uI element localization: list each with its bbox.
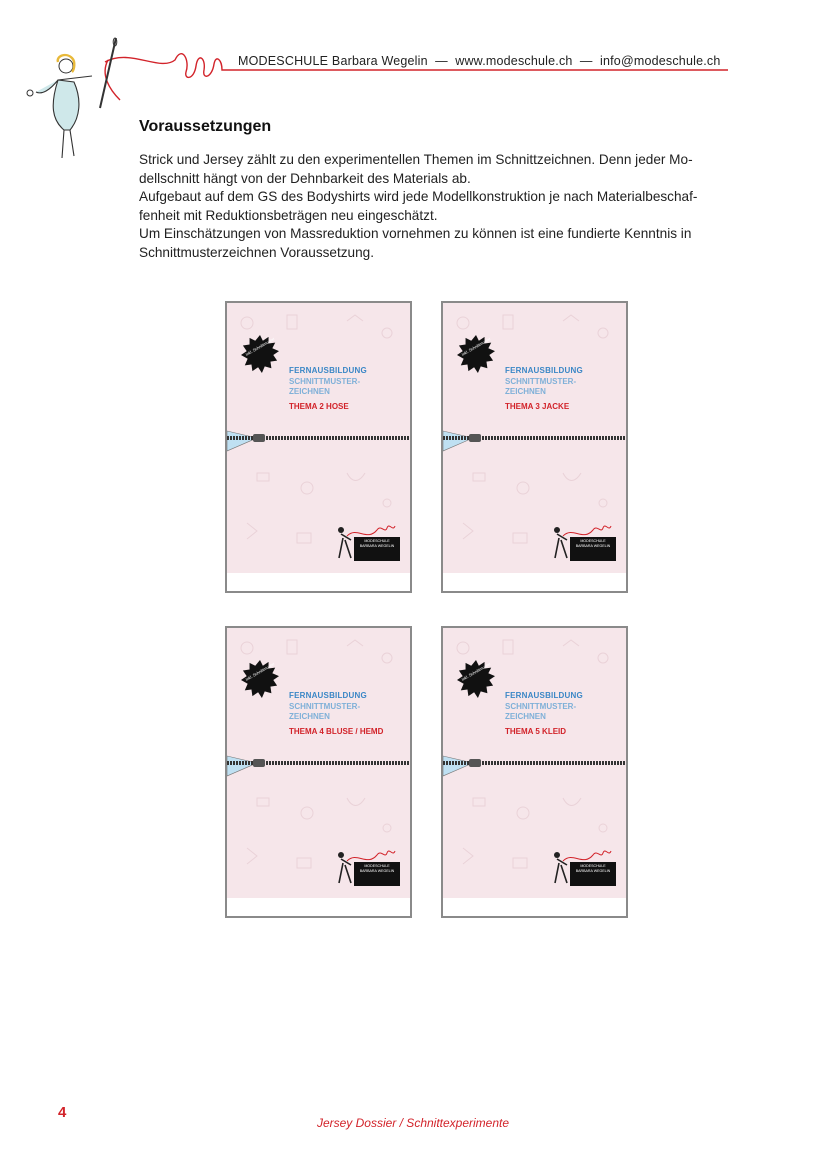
cover-logo-line-1: MODESCHULE <box>364 539 390 543</box>
cover-logo-line-1: MODESCHULE <box>580 864 606 868</box>
cover-title: FERNAUSBILDUNG <box>289 366 367 375</box>
cover-thema-2-hose[interactable] <box>225 301 412 593</box>
header-school: MODESCHULE <box>238 54 329 68</box>
cover-thema-3-jacke[interactable] <box>441 301 628 593</box>
cover-badge-text: inkl. Schnittmuster <box>244 336 276 357</box>
cover-sheet <box>443 303 626 573</box>
cover-logo-line-2: BARBARA WEGELIN <box>359 868 395 873</box>
cover-badge-text: inkl. Schnittmuster <box>460 661 492 682</box>
header-separator-2: — <box>579 54 593 68</box>
cover-logo-line-2: BARBARA WEGELIN <box>359 543 395 548</box>
zipper-graphic <box>227 748 410 778</box>
section-heading: Voraussetzungen <box>139 118 272 135</box>
cover-logo-line-1: MODESCHULE <box>364 864 390 868</box>
cover-theme: THEMA 4 BLUSE / HEMD <box>289 727 384 736</box>
cover-subtitle: SCHNITTMUSTER-ZEICHNEN <box>289 377 361 396</box>
cover-sheet <box>227 628 410 898</box>
cover-badge-text: inkl. Schnittmuster <box>244 661 276 682</box>
zipper-graphic <box>227 423 410 453</box>
cover-logo-box <box>354 537 400 561</box>
cover-logo-line-2: BARBARA WEGELIN <box>575 868 611 873</box>
cover-theme: THEMA 5 KLEID <box>505 727 567 736</box>
cover-theme: THEMA 2 HOSE <box>289 402 349 411</box>
cover-sheet <box>227 303 410 573</box>
cover-logo-line-2: BARBARA WEGELIN <box>575 543 611 548</box>
cover-title: FERNAUSBILDUNG <box>505 366 583 375</box>
needle-icon <box>100 38 116 108</box>
figure-body <box>36 76 92 130</box>
header-website-link[interactable]: www.modeschule.ch <box>455 54 573 68</box>
cover-title: FERNAUSBILDUNG <box>505 691 583 700</box>
cover-logo-box <box>570 537 616 561</box>
zipper-graphic <box>443 748 626 778</box>
cover-thema-5-kleid[interactable] <box>441 626 628 918</box>
cover-thema-4-bluse-hemd[interactable] <box>225 626 412 918</box>
header-logo-illustration <box>0 0 826 170</box>
intro-paragraph-3: Um Einschätzungen von Massreduktion vornehmen zu können ist eine fundierte Kenntnis in Schnittmusterzeichnen Voraussetzung. <box>139 226 692 260</box>
header-separator-1: — <box>435 54 448 68</box>
cover-sheet <box>443 628 626 898</box>
header-owner: Barbara Wegelin <box>331 54 428 68</box>
cover-subtitle: SCHNITTMUSTER-ZEICHNEN <box>289 702 361 721</box>
cover-badge-text: inkl. Schnittmuster <box>460 336 492 357</box>
cover-logo-box <box>354 862 400 886</box>
cover-logo-box <box>570 862 616 886</box>
intro-text <box>139 151 731 263</box>
intro-paragraph-1: Strick und Jersey zählt zu den experimentellen Themen im Schnittzeichnen. Denn jeder Mo-dellschnitt hängt von der Dehnbarkeit des Materials ab. <box>139 152 693 186</box>
zipper-graphic <box>443 423 626 453</box>
footer-document-title: Jersey Dossier / Schnittexperimente <box>316 1116 510 1130</box>
cover-title: FERNAUSBILDUNG <box>289 691 367 700</box>
cover-subtitle: SCHNITTMUSTER-ZEICHNEN <box>505 702 577 721</box>
cover-subtitle: SCHNITTMUSTER-ZEICHNEN <box>505 377 577 396</box>
header-email-link[interactable]: info@modeschule.ch <box>599 54 721 68</box>
cover-logo-line-1: MODESCHULE <box>580 539 606 543</box>
intro-paragraph-2: Aufgebaut auf dem GS des Bodyshirts wird jede Modellkonstruktion je nach Materialbeschaf-fenheit mit Reduktionsbeträgen neu eingeschätzt. <box>139 189 698 223</box>
page-number: 4 <box>58 1104 67 1121</box>
header-contact-line <box>238 54 721 68</box>
cover-theme: THEMA 3 JACKE <box>505 402 570 411</box>
